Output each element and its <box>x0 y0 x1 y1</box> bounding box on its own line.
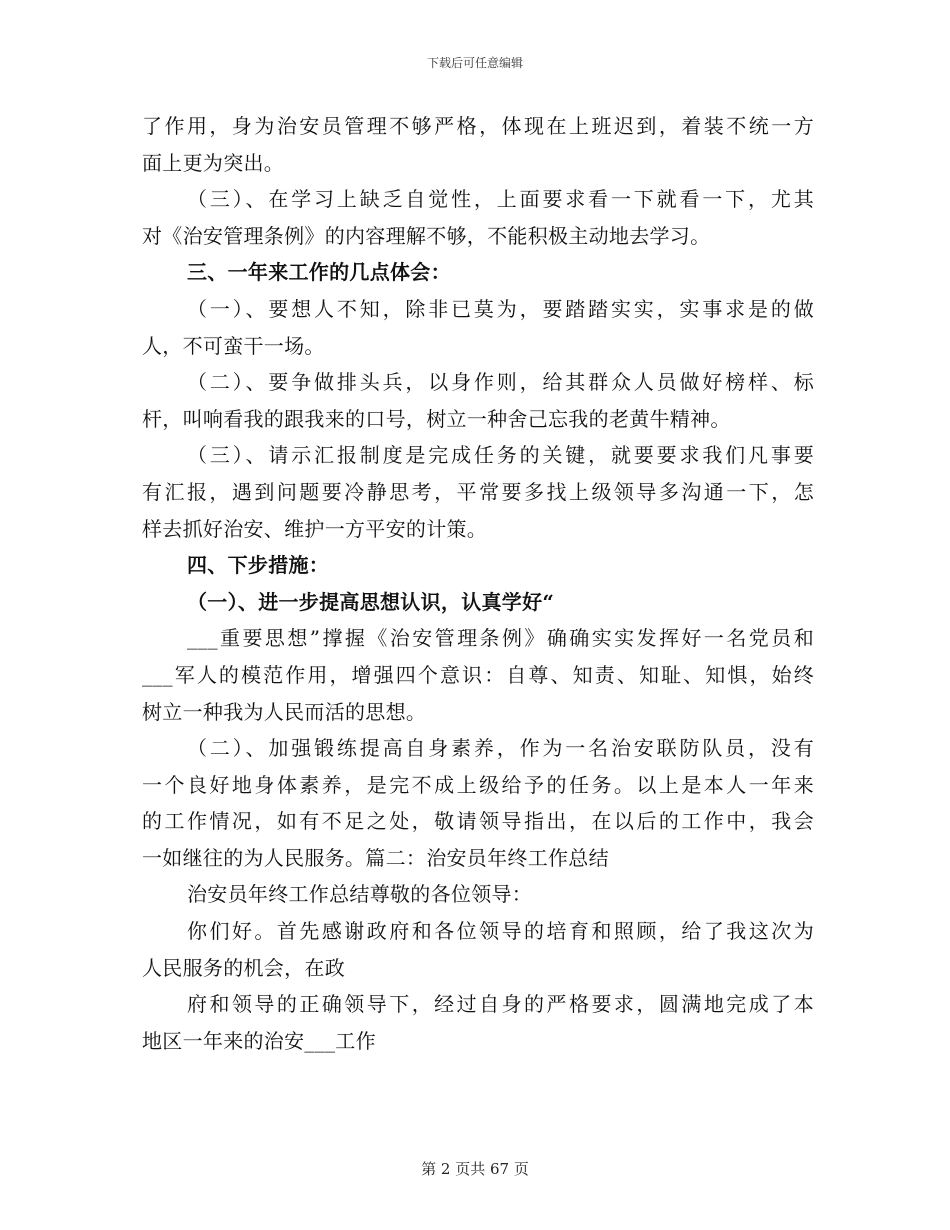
text-line: 地区一年来的治安___工作 <box>142 1028 376 1053</box>
text-line: 一如继往的为人民服务。篇二：治安员年终工作总结 <box>142 845 609 870</box>
text-line: 对《治安管理条例》的内容理解不够，不能积极主动地去学习。 <box>142 223 711 248</box>
text-line: 杆，叫响看我的跟我来的口号，树立一种舍己忘我的老黄牛精神。 <box>142 406 731 431</box>
text-line: ___军人的模范作用，增强四个意识：自尊、知责、知耻、知惧，始终 <box>142 662 814 687</box>
text-line: （三）、在学习上缺乏自觉性，上面要求看一下就看一下，尤其 <box>187 187 814 212</box>
text-line: 树立一种我为人民而活的思想。 <box>142 699 427 724</box>
text-line: 样去抓好治安、维护一方平安的计策。 <box>142 516 488 541</box>
text-line: （二）、加强锻练提高自身素养，作为一名治安联防队员，没有 <box>187 736 814 761</box>
text-line: ___重要思想”撑握《治安管理条例》确确实实发挥好一名党员和 <box>187 626 814 651</box>
text-line: 有汇报，遇到问题要冷静思考，平常要多找上级领导多沟通一下，怎 <box>142 479 814 504</box>
text-line: 了作用，身为治安员管理不够严格，体现在上班迟到，着装不统一方 <box>142 114 814 138</box>
text-line: 治安员年终工作总结尊敬的各位领导： <box>187 882 533 907</box>
text-line: 一个良好地身体素养，是完不成上级给予的任务。以上是本人一年来 <box>142 772 814 797</box>
text-line: 的工作情况，如有不足之处，敬请领导指出，在以后的工作中，我会 <box>142 809 814 834</box>
text-line: 府和领导的正确领导下，经过自身的严格要求，圆满地完成了本 <box>187 992 814 1017</box>
text-line: 人，不可蛮干一场。 <box>142 333 325 358</box>
section-heading-line: 三、一年来工作的几点体会： <box>187 260 451 285</box>
text-line: 面上更为突出。 <box>142 150 285 175</box>
page-footer: 第 2 页共 67 页 <box>421 1160 529 1178</box>
text-line: （一）、要想人不知，除非已莫为，要踏踏实实，实事求是的做 <box>187 296 814 321</box>
text-line: （三）、请示汇报制度是完成任务的关键，就要要求我们凡事要 <box>187 443 814 468</box>
section-heading-line: （一）、进一步提高思想认识，认真学好“ <box>187 589 555 614</box>
text-line: 人民服务的机会，在政 <box>142 955 345 980</box>
section-heading-line: 四、下步措施： <box>187 553 330 578</box>
document-body <box>142 108 814 1059</box>
text-line: 你们好。首先感谢政府和各位领导的培育和照顾，给了我这次为 <box>187 919 814 944</box>
page-header: 下载后可任意编辑 <box>426 56 523 70</box>
text-line: （二）、要争做排头兵，以身作则，给其群众人员做好榜样、标 <box>187 370 814 395</box>
